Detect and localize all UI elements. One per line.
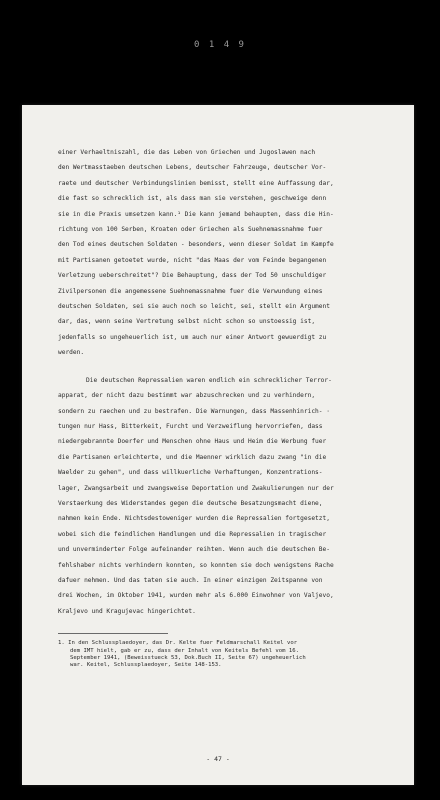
text-line: Waelder zu gehen", und dass willkuerliche Verhaftungen, Konzentrations- [58,469,323,477]
text-line: jedenfalls so ungeheuerlich ist, um auch nur einer Antwort gewuerdigt zu [58,333,327,341]
footnote-line: dem IMT hielt, gab er zu, dass der Inhalt von Keitels Befehl vom 16. [70,647,300,654]
text-line: nahmen kein Ende. Nichtsdestoweniger wurden die Repressalien fortgesetzt, [58,515,330,523]
paragraph-2 [58,373,382,620]
text-line: drei Wochen, im Oktober 1941, wurden mehr als 6.000 Einwohner von Valjevo, [58,592,334,600]
text-line: sie in die Praxis umsetzen kann.¹ Die kann jemand behaupten, dass die Hin- [58,210,334,218]
text-line: Die deutschen Repressalien waren endlich ein schrecklicher Terror- [86,376,332,384]
text-line: den Tod eines deutschen Soldaten - besonders, wenn dieser Soldat im Kampfe [58,241,334,249]
text-line: apparat, der nicht dazu bestimmt war abzuschrecken und zu verhindern, [58,392,316,400]
text-line: deutschen Soldaten, sei sie auch noch so leicht, sei, stellt ein Argument [58,303,330,311]
text-line: werden. [58,349,85,357]
footnote-line: September 1941, (Beweisstueck 53, Dok.Buch II, Seite 67) ungeheuerlich [70,655,306,661]
page-number: - 47 - [206,755,230,763]
text-line: Verletzung ueberschreitet"? Die Behauptung, dass der Tod 50 unschuldiger [58,272,327,280]
text-line: niedergebrannte Doerfer und Menschen ohne Haus und Heim die Werbung fuer [58,438,327,446]
text-line: Kraljevo und Kragujevac hingerichtet. [58,607,196,615]
text-line: mit Partisanen getoetet wurde, nicht "das Maas der vom Feinde begangenen [58,256,327,264]
footnote [58,640,382,670]
footnote-line: war. Keitel, Schlussplaedoyer, Seite 148-153. [70,662,222,669]
paragraph-gap [58,361,382,373]
text-line: tungen nur Hass, Bitterkeit, Furcht und Verzweiflung hervorriefen, dass [58,422,323,430]
text-line: dafuer nehmen. Und das taten sie auch. In einer einzigen Zeitspanne von [58,576,323,584]
text-line: lager, Zwangsarbeit und zwangsweise Deportation und Zwakulierungen nur der [58,484,334,492]
text-line: dar, das, wenn seine Vertretung selbst nicht schon so unstoessig ist, [58,318,316,326]
footnote-line: 1. In den Schlussplaedoyer, das Dr. Kelte fuer Feldmarschall Keitel vor [58,640,298,647]
text-line: richtung von 100 Serben, Kroaten oder Griechen als Suehnemassnahme fuer [58,226,323,234]
frame-number: 0 1 4 9 [194,40,246,50]
text-line: und unverminderter Folge aufeinander reihten. Wenn auch die deutschen Be- [58,546,330,554]
text-line: einer Verhaeltniszahl, die das Leben von Griechen und Jugoslawen nach [58,149,316,156]
document-page [22,105,414,785]
text-line: wobei sich die feindlichen Handlungen und die Repressalien in tragischer [58,530,327,538]
text-line: raete und deutscher Verbindungslinien bemisst, stellt eine Auffassung dar, [58,179,334,187]
paragraph-1 [58,145,382,361]
text-line: den Wertmasstaeben deutschen Lebens, deutscher Fahrzeuge, deutscher Vor- [58,164,327,172]
text-line: Verstaerkung des Widerstandes gegen die deutsche Besatzungsmacht diene, [58,499,323,507]
text-line: die Partisanen erleichterte, und die Maenner wirklich dazu zwang "in die [58,453,327,461]
text-line: die fast so schrecklich ist, als dass man sie verstehen, geschweige denn [58,195,327,203]
text-line: fehlshaber nichts verhindern konnten, so konnten sie doch wenigstens Rache [58,561,334,569]
footnote-divider [58,633,168,634]
text-line: sondern zu raechen und zu bestrafen. Die Warnungen, dass Massenhinrich- · [58,407,330,415]
text-line: Zivilpersonen die angemessene Suehnemassnahme fuer die Verwundung eines [58,287,323,295]
